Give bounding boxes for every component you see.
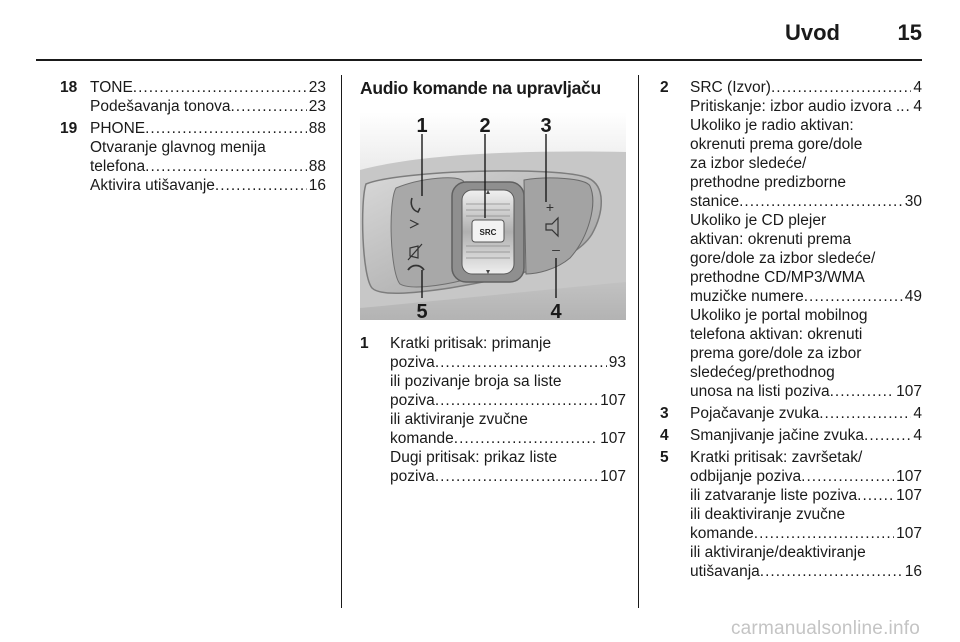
index-entry — [360, 334, 626, 486]
entry-text: Smanjivanje jačine zvuka — [690, 427, 865, 444]
page-reference[interactable]: 107 — [896, 525, 922, 542]
entry-line — [690, 173, 922, 192]
entry-line — [690, 306, 922, 325]
page-number: 15 — [897, 20, 922, 45]
dot-leader — [435, 467, 598, 486]
entry-line — [690, 135, 922, 154]
entry-line — [690, 211, 922, 230]
entry-text: Ukoliko je portal mobilnog — [690, 307, 868, 324]
entry-line — [390, 467, 626, 486]
watermark: carmanualsonline.info — [730, 618, 920, 639]
dot-leader — [230, 97, 306, 116]
entry-line — [690, 97, 922, 116]
page-reference[interactable]: 88 — [308, 158, 326, 175]
entry-line — [390, 334, 626, 353]
entry-text: poziva — [390, 468, 435, 485]
dot-leader — [145, 157, 307, 176]
dot-leader — [739, 192, 903, 211]
entry-line — [390, 448, 626, 467]
entry-text: ili aktiviranje zvučne — [390, 411, 528, 428]
page-reference[interactable]: 107 — [600, 430, 626, 447]
entry-line — [690, 249, 922, 268]
entry-line — [90, 138, 326, 157]
entry-line — [690, 562, 922, 581]
left-column — [60, 78, 326, 198]
steering-wheel-controls-figure — [360, 112, 626, 320]
entry-text: stanice — [690, 193, 740, 210]
dot-leader — [215, 176, 307, 195]
page-reference[interactable]: 23 — [308, 98, 326, 115]
entry-text: gore/dole za izbor sledeće/ — [690, 250, 876, 267]
entry-text: PHONE — [90, 120, 146, 137]
entry-text: Pojačavanje zvuka — [690, 405, 820, 422]
dot-leader — [819, 404, 911, 423]
dot-leader — [435, 353, 607, 372]
entry-line — [690, 154, 922, 173]
page-reference[interactable]: 16 — [308, 177, 326, 194]
entry-line — [690, 505, 922, 524]
src-button-label: SRC — [479, 228, 497, 237]
page-reference[interactable]: 107 — [600, 468, 626, 485]
entry-text: odbijanje poziva — [690, 468, 802, 485]
entry-line — [690, 78, 922, 97]
entry-line — [690, 467, 922, 486]
entry-text: Ukoliko je CD plejer — [690, 212, 827, 229]
entry-number: 3 — [660, 405, 669, 422]
entry-line — [90, 78, 326, 97]
dot-leader — [133, 78, 307, 97]
entry-line — [390, 372, 626, 391]
dot-leader — [435, 391, 598, 410]
entry-text: ili aktiviranje/deaktiviranje — [690, 544, 866, 561]
entry-line — [690, 382, 922, 401]
plus-icon: + — [545, 199, 555, 215]
dot-leader — [857, 486, 894, 505]
entry-line — [690, 404, 922, 423]
header-rule — [36, 59, 922, 61]
entry-line — [90, 176, 326, 195]
entry-text: ili zatvaranje liste poziva — [690, 487, 858, 504]
entry-text: poziva — [390, 392, 435, 409]
entry-text: komande — [690, 525, 754, 542]
dot-leader — [771, 78, 911, 97]
middle-column — [360, 78, 626, 489]
dot-leader — [754, 524, 894, 543]
entry-line — [90, 157, 326, 176]
page-reference[interactable]: 107 — [896, 487, 922, 504]
index-entry — [660, 448, 922, 581]
entry-number: 1 — [360, 335, 369, 352]
entry-line — [390, 429, 626, 448]
entry-text: ili pozivanje broja sa liste — [390, 373, 562, 390]
entry-line — [690, 192, 922, 211]
entry-text: ili deaktiviranje zvučne — [690, 506, 846, 523]
entry-line — [690, 363, 922, 382]
page-reference[interactable]: 107 — [896, 383, 922, 400]
entry-number: 18 — [60, 79, 78, 96]
dot-leader — [145, 119, 307, 138]
page-reference[interactable]: 4 — [913, 427, 922, 444]
page-reference[interactable]: 107 — [600, 392, 626, 409]
page-reference[interactable]: 23 — [308, 79, 326, 96]
entry-text: sledećeg/prethodnog — [690, 364, 835, 381]
entry-text: okrenuti prema gore/dole — [690, 136, 863, 153]
entry-number: 4 — [660, 427, 669, 444]
entry-line — [390, 410, 626, 429]
dot-leader — [900, 97, 911, 116]
entry-line — [390, 391, 626, 410]
dot-leader — [454, 429, 598, 448]
section-title: Audio komande na upravljaču — [360, 78, 601, 98]
entry-text: Dugi pritisak: prikaz liste — [390, 449, 558, 466]
entry-text: Otvaranje glavnog menija — [90, 139, 266, 156]
entry-line — [690, 116, 922, 135]
page-reference[interactable]: 49 — [904, 288, 922, 305]
entry-text: Pritiskanje: izbor audio izvora . — [690, 98, 901, 115]
entry-text: telefona aktivan: okrenuti — [690, 326, 863, 343]
page-reference[interactable]: 30 — [904, 193, 922, 210]
dot-leader — [804, 287, 903, 306]
entry-text: SRC (Izvor) — [690, 79, 771, 96]
index-entry — [660, 404, 922, 423]
entry-line — [690, 448, 922, 467]
entry-line — [690, 426, 922, 445]
entry-text: TONE — [90, 79, 133, 96]
entry-line — [690, 230, 922, 249]
entry-line — [390, 353, 626, 372]
dot-leader — [760, 562, 903, 581]
right-column — [660, 78, 922, 584]
entry-text: Ukoliko je radio aktivan: — [690, 117, 854, 134]
entry-text: Kratki pritisak: primanje — [390, 335, 552, 352]
callout-label-4: 4 — [550, 301, 562, 320]
callout-label-5: 5 — [416, 301, 428, 320]
page-reference[interactable]: 88 — [308, 120, 326, 137]
entry-text: prethodne CD/MP3/WMA — [690, 269, 865, 286]
entry-text: za izbor sledeće/ — [690, 155, 807, 172]
entry-text: telefona — [90, 158, 146, 175]
index-entry — [660, 426, 922, 445]
entry-line — [690, 344, 922, 363]
entry-text: komande — [390, 430, 454, 447]
index-entry — [660, 78, 922, 401]
entry-line — [690, 543, 922, 562]
entry-line — [690, 486, 922, 505]
minus-icon: – — [552, 241, 560, 257]
callout-label-3: 3 — [540, 115, 552, 137]
entry-text: utišavanja — [690, 563, 760, 580]
entry-text: Kratki pritisak: završetak/ — [690, 449, 863, 466]
dot-leader — [864, 426, 911, 445]
entry-text: prethodne predizborne — [690, 174, 846, 191]
dot-leader — [830, 382, 895, 401]
entry-number: 5 — [660, 449, 669, 466]
page-reference[interactable]: 4 — [913, 79, 922, 96]
entry-line — [690, 268, 922, 287]
page-reference[interactable]: 107 — [896, 468, 922, 485]
entry-line — [690, 325, 922, 344]
page-header-title: Uvod — [785, 20, 840, 45]
entry-line — [90, 97, 326, 116]
entry-text: prema gore/dole za izbor — [690, 345, 862, 362]
page-reference[interactable]: 16 — [904, 563, 922, 580]
entry-text: Podešavanja tonova — [90, 98, 231, 115]
entry-text: unosa na listi poziva — [690, 383, 830, 400]
callout-label-1: 1 — [416, 115, 428, 137]
page-reference[interactable]: 4 — [913, 405, 922, 422]
entry-text: aktivan: okrenuti prema — [690, 231, 852, 248]
entry-text: Aktivira utišavanje — [90, 177, 215, 194]
entry-text: poziva — [390, 354, 435, 371]
entry-line — [690, 287, 922, 306]
entry-line — [690, 524, 922, 543]
entry-number: 2 — [660, 79, 669, 96]
index-entry — [60, 119, 326, 195]
dot-leader — [801, 467, 894, 486]
entry-line — [90, 119, 326, 138]
index-entry — [60, 78, 326, 116]
column-divider-2 — [638, 75, 639, 608]
entry-number: 19 — [60, 120, 78, 137]
callout-label-2: 2 — [479, 115, 491, 137]
column-divider-1 — [341, 75, 342, 608]
entry-text: muzičke numere — [690, 288, 804, 305]
page-reference[interactable]: 4 — [913, 98, 922, 115]
page-reference[interactable]: 93 — [608, 354, 626, 371]
